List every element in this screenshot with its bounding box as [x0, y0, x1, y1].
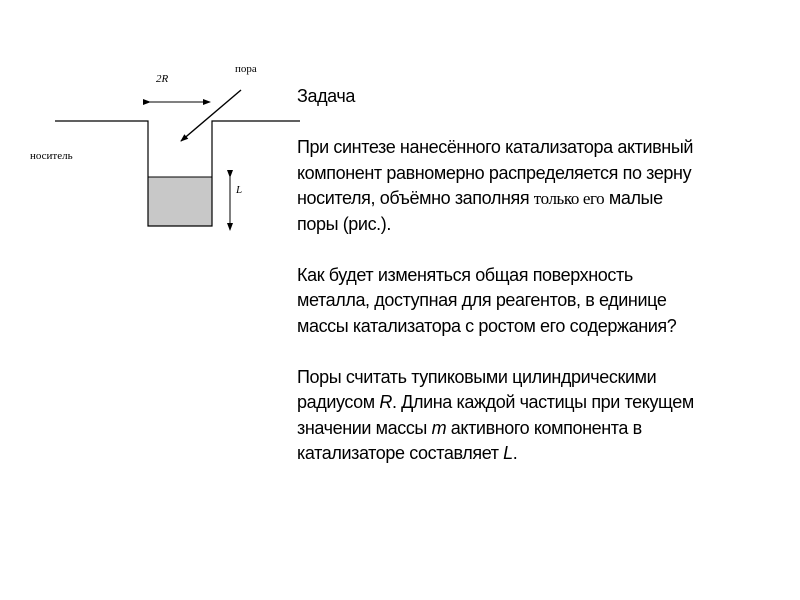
label-diameter: 2R [156, 73, 169, 85]
emphasis-span: только его [533, 189, 605, 208]
paragraph-line [297, 416, 787, 442]
paragraph-line: массы катализатора с ростом его содержания? [297, 315, 677, 336]
paragraph-line: поры (рис.). [297, 213, 391, 234]
paragraph-line: компонент равномерно распределяется по зерну [297, 162, 692, 183]
problem-text [297, 84, 787, 467]
text-span: активного компонента в [446, 417, 642, 438]
text-span: . [512, 443, 518, 463]
spacer [297, 110, 787, 136]
problem-title: Задача [297, 86, 355, 106]
text-span: катализаторе составляет [297, 443, 504, 463]
spacer [297, 237, 787, 263]
text-span: радиусом [297, 392, 380, 412]
active-component-fill [148, 177, 212, 226]
paragraph-line [297, 390, 787, 416]
text-span: носителя, объёмно заполняя [297, 188, 534, 208]
pore-pointer-arrow [181, 90, 241, 141]
label-length: L [236, 184, 243, 196]
paragraph-line: металла, доступная для реагентов, в единице [297, 290, 667, 310]
variable-m: m [431, 417, 447, 438]
paragraph-line: При синтезе нанесённого катализатора активный [297, 137, 694, 157]
label-pore: пора [235, 63, 257, 75]
variable-l: L [503, 443, 513, 463]
pore-diagram [0, 0, 300, 260]
paragraph-line: Поры считать тупиковыми цилиндрическими [297, 366, 657, 387]
paragraph-line: Как будет изменяться общая поверхность [297, 264, 633, 285]
paragraph-line [297, 441, 787, 467]
text-span: . Длина каждой частицы при текущем [391, 392, 694, 412]
text-span: значении массы [297, 417, 432, 438]
text-span: малые [604, 188, 663, 208]
paragraph-line [297, 186, 787, 212]
spacer [297, 339, 787, 365]
label-carrier: носитель [30, 150, 73, 162]
variable-r: R [379, 392, 392, 412]
